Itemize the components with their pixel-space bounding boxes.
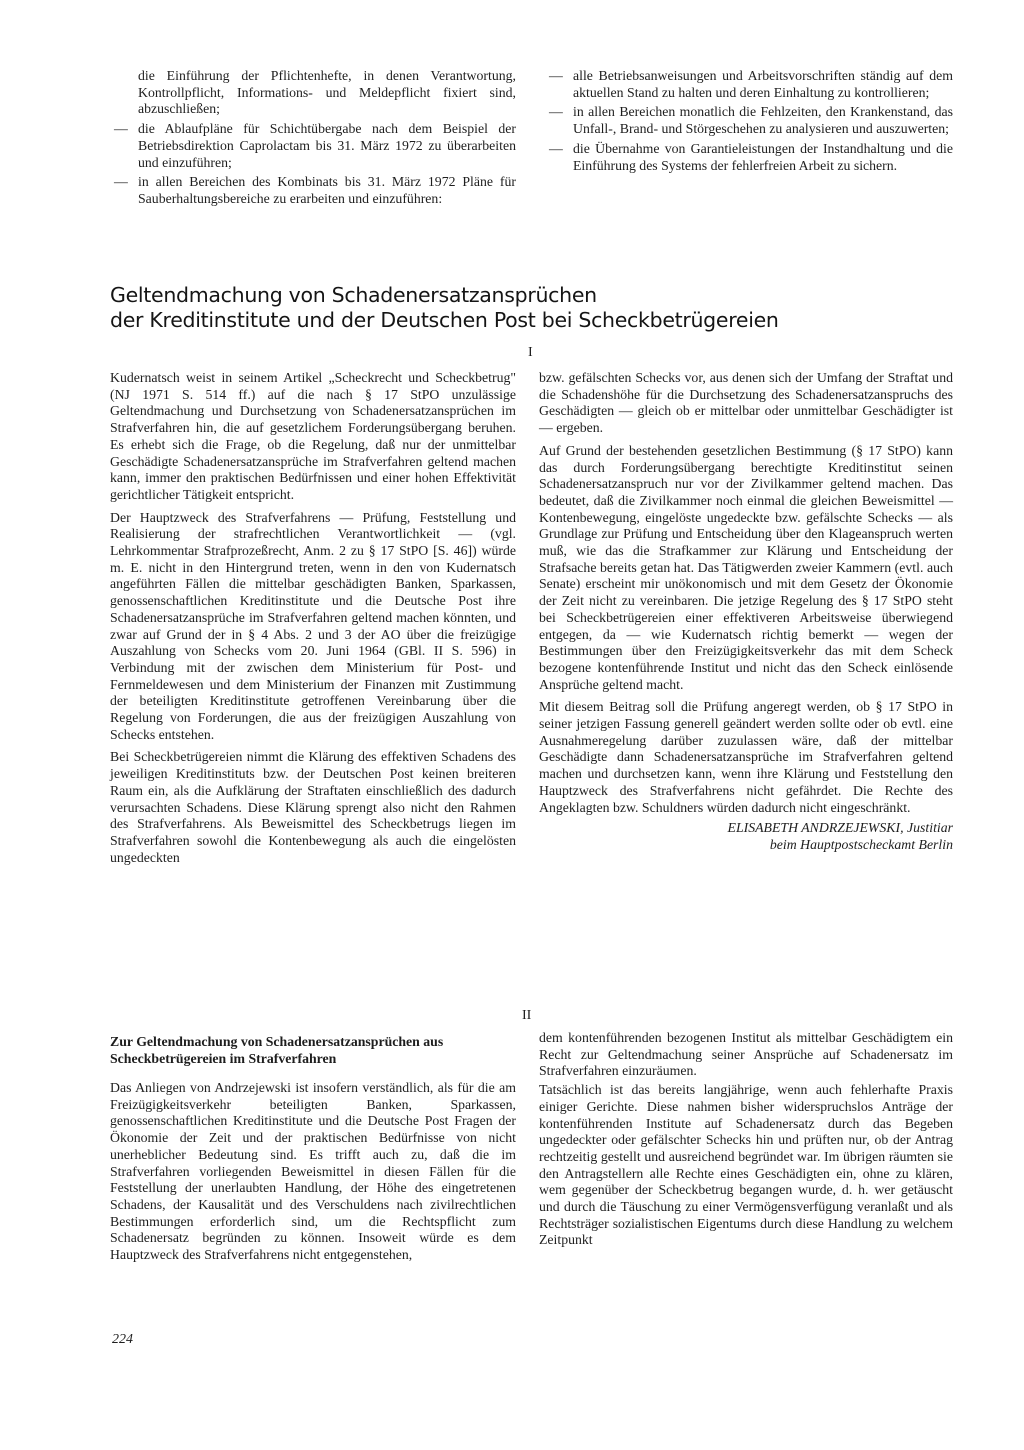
paragraph: Kudernatsch weist in seinem Artikel „Scheckrecht und Scheckbetrug" (NJ 1971 S. 514 ff.) auf die nach § 17 StPO unzulässige Geltendmachung und Durchsetzung von Schadenersatzansprüchen im Strafverfahren hin, die auf gesetzlichem Forderungsübergang beruhen. Es erhebt sich die Frage, ob die Regelung, daß nur der unmittelbar Geschädigte Schadenersatzansprüche im Strafverfahren geltend machen kann, immer den praktischen Bedürfnissen und einer hohen Effektivität gerichtlicher Tätigkeit entspricht.	[110, 370, 516, 502]
list-item: — die Ablaufpläne für Schichtübergabe nach dem Beispiel der Betriebsdirektion Caprolactam bis 31. März 1972 zu überarbeiten und einzuführen;	[114, 121, 516, 170]
paragraph: Das Anliegen von Andrzejewski ist insofern verständlich, als für die am Freizügigkeitsverkehr beteiligten Banken, Sparkassen, genossenschaftlichen Kreditinstitute und die Deutsche Post Fragen der Ökonomie der Zeit und der praktischen Bedürfnisse von nicht unerheblicher Bedeutung sind. Es trifft auch zu, daß die im Strafverfahren vorliegenden Beweismittel in diesen Fällen für die Feststellung der unerlaubten Handlung, der Höhe des eingetretenen Schadens, der Kausalität und des Verschuldens nach zivilrechtlichen Bestimmungen erforderlich sind, um die Rechtspflicht zum Schadenersatz begründen zu können. Insoweit würde es dem Hauptzweck des Strafverfahrens nicht entgegenstehen,	[110, 1080, 516, 1263]
list-item: — in allen Bereichen monatlich die Fehlzeiten, den Krankenstand, das Unfall-, Brand- und Störgeschehen zu analysieren und auszuwerten;	[549, 104, 953, 137]
dash-marker: —	[114, 174, 128, 190]
paragraph: dem kontenführenden bezogenen Institut als mittelbar Geschädigtem ein Recht zur Geltendmachung seiner Ansprüche auf Schadenersatz im Strafverfahren einzuräumen.	[539, 1030, 953, 1079]
part1-right-column	[539, 370, 953, 854]
paragraph: Tatsächlich ist das bereits langjährige, wenn auch fehlerhafte Praxis einiger Gerichte. Diese nahmen bisher widerspruchslos Anträge der kontenführenden Institute auf Schadenersatz durch das Begeben ungedeckter oder gefälschter Schecks hin und prüften nur, ob der Antrag rechtzeitig gestellt und ausreichend begründet war. Im übrigen räumten sie den Antragstellern alle Rechte eines Geschädigten ein, ohne zu klären, wem gegenüber der Scheckbetrug begangen wurde, d. h. wer getäuscht und durch die Täuschung zu einer Vermögensverfügung veranlaßt und als Rechtsträger sozialistischen Eigentums durch diese Handlung zu welchem Zeitpunkt	[539, 1082, 953, 1248]
signature-role: beim Hauptpostscheckamt Berlin	[769, 836, 953, 852]
page-number: 224	[112, 1332, 133, 1347]
dash-marker: —	[114, 121, 128, 137]
list-item: — alle Betriebsanweisungen und Arbeitsvorschriften ständig auf dem aktuellen Stand zu halten und deren Einhaltung zu kontrollieren;	[549, 68, 953, 100]
part2-heading: Zur Geltendmachung von Schadenersatzansprüchen aus Scheckbetrügereien im Strafverfahren	[110, 1034, 444, 1066]
top-right-column	[545, 68, 953, 177]
paragraph: Der Hauptzweck des Strafverfahrens — Prüfung, Feststellung und Realisierung der strafrechtlichen Verantwortlichkeit — (vgl. Lehrkommentar Strafprozeßrecht, Anm. 2 zu § 17 StPO [S. 46]) würde m. E. nicht in den Hintergrund treten, wenn in den von Kudernatsch angeführten Fällen die mittelbar geschädigten Banken, Sparkassen, genossenschaftlichen Kreditinstitute und die Deutsche Post ihre Schadenersatzansprüche im Strafverfahren geltend machen könnten, und zwar auf Grund der in § 4 Abs. 2 und 3 der AO über die freizügige Auszahlung von Schecks vom 20. Juni 1964 (GBl. II S. 596) in Verbindung mit der zwischen dem Ministerium für Post- und Fernmeldewesen und dem Ministerium der Finanzen mit Zustimmung der beteiligten Kreditinstitute getroffenen Vereinbarung über die Regelung von Forderungen, die aus der freizügigen Auszahlung von Schecks entstehen.	[110, 509, 516, 742]
part1-left-column	[110, 370, 516, 866]
section-number-one: I	[528, 345, 533, 360]
list-item: — die Übernahme von Garantieleistungen der Instandhaltung und die Einführung des Systems der fehlerfreien Arbeit zu sichern.	[549, 140, 953, 173]
dash-marker: —	[549, 104, 563, 120]
list-item: die Einführung der Pflichtenhefte, in denen Verantwortung, Kontrollpflicht, Informations- und Meldepflicht fixiert sind, abzuschließen;	[138, 68, 516, 117]
paragraph: Mit diesem Beitrag soll die Prüfung angeregt werden, ob § 17 StPO in seiner jetzigen Fassung generell geändert werden sollte oder ob evtl. eine Ausnahmeregelung darüber zuzulassen wäre, daß der mittelbar Geschädigte dann Schadenersatzansprüche im Strafverfahren geltend machen und durchsetzen kann, wenn ihre Klärung und Feststellung den Hauptzweck des Strafverfahrens nicht gefährdet. Die Rechte des Angeklagten bzw. Schuldners würden dadurch nicht eingeschränkt.	[539, 699, 953, 815]
part2-right-column	[539, 1030, 953, 1249]
top-left-column	[110, 68, 516, 211]
heading-line-1: Geltendmachung von Schadenersatzansprüchen	[110, 283, 597, 307]
part2-left-column	[110, 1080, 516, 1264]
paragraph: Auf Grund der bestehenden gesetzlichen Bestimmung (§ 17 StPO) kann das durch Forderungsübergang berechtigte Kreditinstitut seinen Schadenersatzanspruch nur vor der Zivilkammer geltend machen. Das bedeutet, daß die Zivilkammer noch einmal die gleichen Beweismittel — Kontenbewegung, eingelöste ungedeckte bzw. gefälschte Schecks — als Grundlage zur Prüfung und Entscheidung über den Klageanspruch werten muß, wie das die Strafkammer zur Klärung und Entscheidung der Strafsache bereits getan hat. Das Tätigwerden zweier Kammern (evtl. auch Senate) erscheint mir unökonomisch und mit dem Gesetz der Ökonomie der Zeit nicht zu vereinbaren. Die jetzige Regelung des § 17 StPO steht bei Scheckbetrügereien einer effektiveren Arbeitsweise überwiegend entgegen, da — wie Kudernatsch richtig bemerkt — wegen der Bestimmungen über den Freizügigkeitsverkehr das mit dem Scheck bezogene kontenführende Institut und nicht das den Scheck einlösende Ansprüche geltend macht.	[539, 442, 953, 692]
signature	[539, 820, 953, 853]
dash-marker: —	[549, 68, 563, 83]
article-heading	[110, 283, 830, 333]
paragraph: Bei Scheckbetrügereien nimmt die Klärung des effektiven Schadens des jeweiligen Kreditinstituts bzw. der Deutschen Post keinen breiteren Raum ein, als die Aufklärung der Straftaten einschließlich des dadurch verursachten Schadens. Diese Klärung sprengt also nicht den Rahmen des Strafverfahrens. Als Beweismittel des Scheckbetrugs liegen im Strafverfahren sowohl die Kontenbewegung als auch die eingelösten ungedeckten	[110, 749, 516, 865]
paragraph: bzw. gefälschten Schecks vor, aus denen sich der Umfang der Straftat und die Schadenshöhe für die Durchsetzung des Schadenersatzanspruchs des Geschädigten — gleich ob er mittelbar oder unmittelbar Geschädigter ist — ergeben.	[539, 370, 953, 436]
section-number-two: II	[522, 1008, 532, 1023]
signature-name: ELISABETH ANDRZEJEWSKI, Justitiar	[727, 820, 953, 836]
heading-line-2: der Kreditinstitute und der Deutschen Post bei Scheckbetrügereien	[110, 308, 779, 332]
dash-marker: —	[549, 140, 563, 156]
list-item: — in allen Bereichen des Kombinats bis 31. März 1972 Pläne für Sauberhaltungsbereiche zu erarbeiten und einzuführen:	[114, 174, 516, 206]
